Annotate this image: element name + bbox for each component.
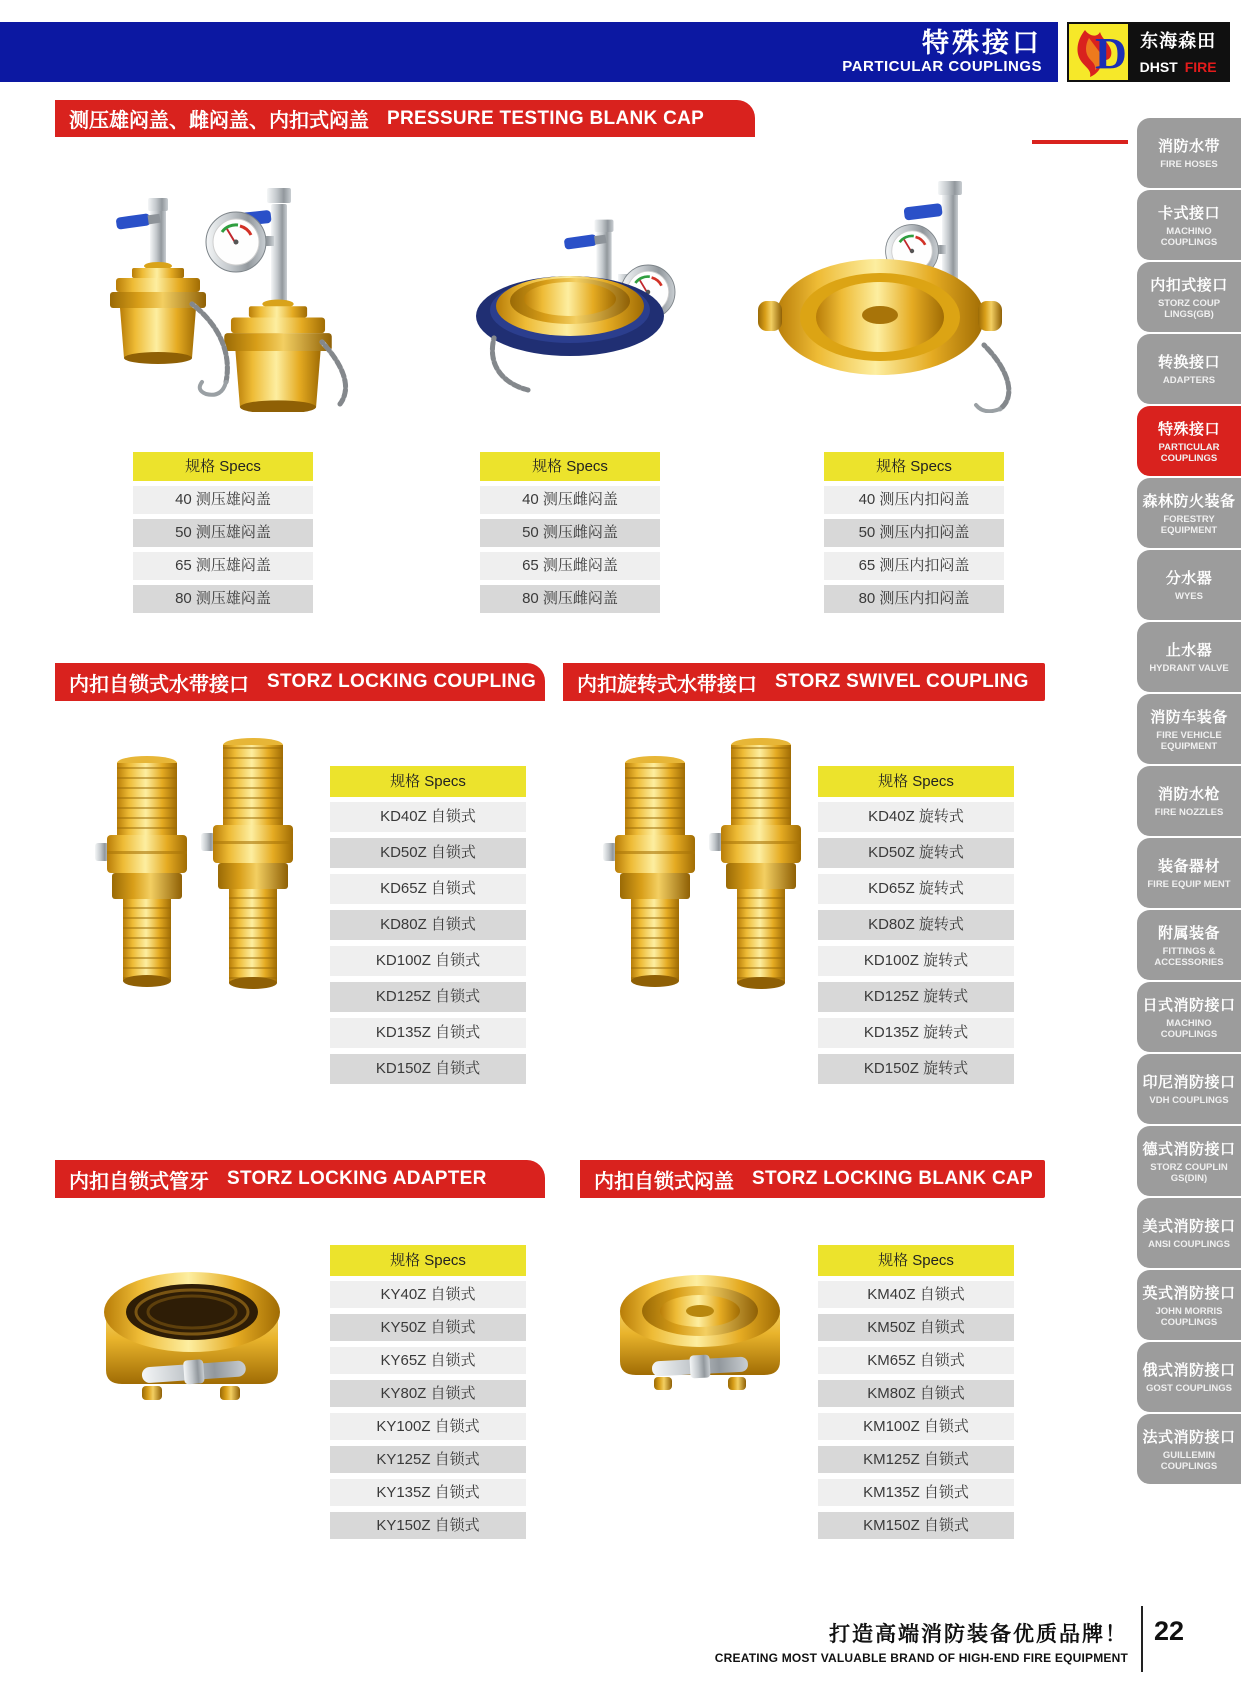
table-row: [818, 1512, 1014, 1539]
table-row-label: KD150Z 自锁式: [375, 1060, 481, 1077]
table-row: [133, 486, 313, 514]
table-row: [330, 1054, 526, 1084]
brand-name-cn: 东海森田: [1140, 31, 1217, 51]
table-row-label: KD80Z 旋转式: [868, 916, 964, 933]
table-row-label: KY100Z 自锁式: [376, 1418, 480, 1435]
sidebar-item-label-en: FIRE HOSES: [1160, 159, 1218, 171]
sidebar-item[interactable]: [1137, 622, 1241, 692]
product-image-pressure-female-cap: [432, 188, 712, 418]
product-image-pressure-male-caps: [60, 146, 380, 417]
spec-table-header: 规格 Specs: [824, 452, 1004, 481]
brand-logo: [1067, 22, 1230, 82]
page-header-banner: [0, 22, 1058, 82]
table-row-label: KY125Z 自锁式: [376, 1451, 480, 1468]
table-row-label: KD135Z 自锁式: [375, 1024, 481, 1041]
spec-table-header: 规格 Specs: [330, 1245, 526, 1276]
sidebar-item-label-cn: 消防水枪: [1157, 786, 1220, 804]
sidebar-item-label-cn: 转换接口: [1157, 354, 1220, 372]
table-row: [480, 519, 660, 547]
sidebar-item-label-en: FORESTRY EQUIPMENT: [1160, 513, 1218, 536]
table-row: [133, 552, 313, 580]
table-row-label: 40 测压雄闷盖: [175, 491, 271, 508]
spec-table-header: 规格 Specs: [818, 766, 1014, 797]
section-title-cn: 内扣自锁式水带接口: [69, 673, 249, 696]
footer-slogan-cn: 打造高端消防装备优质品牌！: [829, 1623, 1128, 1646]
table-row: [330, 874, 526, 904]
table-row-label: KD125Z 旋转式: [863, 988, 969, 1005]
product-image-locking-blank-cap: [608, 1255, 793, 1430]
brand-name-en: [1128, 58, 1228, 76]
sidebar-item[interactable]: [1137, 190, 1241, 260]
section-banner-storz-swivel-coupling: [563, 663, 1045, 701]
table-row-label: KD65Z 自锁式: [380, 880, 476, 897]
table-row-label: 40 测压内扣闷盖: [858, 491, 970, 508]
table-row-label: 50 测压雌闷盖: [522, 524, 618, 541]
sidebar-item[interactable]: [1137, 406, 1241, 476]
table-row-label: KM65Z 自锁式: [867, 1352, 965, 1369]
sidebar-item-label-en: GOST COUPLINGS: [1145, 1383, 1233, 1395]
sidebar-item-label-cn: 特殊接口: [1157, 420, 1220, 438]
table-row: [330, 1314, 526, 1341]
table-row-label: KD40Z 自锁式: [380, 808, 476, 825]
sidebar-item-label-cn: 止水器: [1165, 642, 1213, 660]
spec-table-header: 规格 Specs: [480, 452, 660, 481]
sidebar-item-label-cn: 内扣式接口: [1150, 276, 1228, 294]
table-row-label: 80 测压雌闷盖: [522, 590, 618, 607]
table-row: [330, 802, 526, 832]
sidebar-item-label-cn: 美式消防接口: [1142, 1218, 1236, 1236]
table-row: [818, 1479, 1014, 1506]
table-row: [824, 585, 1004, 613]
table-row-label: KM50Z 自锁式: [867, 1319, 965, 1336]
sidebar-item[interactable]: [1137, 1342, 1241, 1412]
sidebar-nav: [1137, 118, 1241, 1486]
section-title-en: STORZ LOCKING BLANK CAP: [752, 1168, 1033, 1189]
table-row-label: KD65Z 旋转式: [868, 880, 964, 897]
sidebar-item-label-en: MACHINO COUPLINGS: [1160, 225, 1218, 248]
sidebar-item[interactable]: [1137, 262, 1241, 332]
table-row: [818, 1281, 1014, 1308]
section-title-en: STORZ LOCKING COUPLING: [267, 671, 537, 692]
sidebar-item[interactable]: [1137, 118, 1241, 188]
sidebar-item[interactable]: [1137, 334, 1241, 404]
table-row: [818, 1314, 1014, 1341]
product-image-locking-adapter: [92, 1252, 292, 1432]
sidebar-item-label-en: ADAPTERS: [1162, 375, 1216, 387]
page-number: 22: [1154, 1616, 1185, 1646]
spec-table-pressure-storz: [824, 452, 1004, 618]
sidebar-item-label-cn: 德式消防接口: [1142, 1140, 1236, 1158]
table-row-label: 65 测压雄闷盖: [175, 557, 271, 574]
sidebar-item-label-en: PARTICULAR COUPLINGS: [1158, 441, 1220, 464]
header-accent-line: [1032, 140, 1128, 144]
table-row-label: KD135Z 旋转式: [863, 1024, 969, 1041]
table-row-label: 80 测压雄闷盖: [175, 590, 271, 607]
table-row-label: KY135Z 自锁式: [376, 1484, 480, 1501]
table-row-label: KD50Z 旋转式: [868, 844, 964, 861]
sidebar-item[interactable]: [1137, 478, 1241, 548]
sidebar-item-label-cn: 法式消防接口: [1142, 1428, 1236, 1446]
table-row: [818, 1018, 1014, 1048]
sidebar-item-label-en: STORZ COUP LINGS(GB): [1157, 297, 1221, 320]
section-banner-storz-locking-coupling: [55, 663, 545, 701]
sidebar-item[interactable]: [1137, 1270, 1241, 1340]
sidebar-item-label-en: FIRE VEHICLE EQUIPMENT: [1156, 729, 1222, 752]
table-row-label: KD80Z 自锁式: [380, 916, 476, 933]
table-row-label: KD40Z 旋转式: [868, 808, 964, 825]
table-row: [824, 552, 1004, 580]
footer-slogan-en: CREATING MOST VALUABLE BRAND OF HIGH-END FIRE EQUIPMENT: [714, 1651, 1128, 1665]
table-row: [824, 486, 1004, 514]
table-row: [133, 585, 313, 613]
table-row-label: KD150Z 旋转式: [863, 1060, 969, 1077]
page-title-cn: 特殊接口: [922, 27, 1042, 58]
table-row: [818, 982, 1014, 1012]
table-row: [330, 982, 526, 1012]
table-row: [133, 519, 313, 547]
sidebar-item[interactable]: [1137, 1414, 1241, 1484]
table-row: [818, 910, 1014, 940]
spec-table-header: 规格 Specs: [330, 766, 526, 797]
sidebar-item-label-cn: 卡式接口: [1157, 204, 1220, 222]
sidebar-item-label-en: VDH COUPLINGS: [1149, 1095, 1229, 1107]
table-row: [330, 1446, 526, 1473]
table-row-label: 50 测压雄闷盖: [175, 524, 271, 541]
table-row-label: KM125Z 自锁式: [863, 1451, 969, 1468]
section-title-cn: 测压雄闷盖、雌闷盖、内扣式闷盖: [69, 110, 369, 132]
page-title-en: PARTICULAR COUPLINGS: [842, 58, 1042, 76]
table-row-label: KD100Z 自锁式: [375, 952, 481, 969]
table-row: [818, 1446, 1014, 1473]
section-title-cn: 内扣自锁式管牙: [69, 1170, 209, 1193]
table-row-label: KY50Z 自锁式: [380, 1319, 476, 1336]
table-row-label: KY40Z 自锁式: [380, 1286, 476, 1303]
table-row: [480, 552, 660, 580]
sidebar-item-label-cn: 消防水带: [1157, 138, 1220, 156]
table-row: [480, 486, 660, 514]
table-row: [818, 1413, 1014, 1440]
brand-flame-icon: [1069, 24, 1128, 80]
sidebar-item[interactable]: [1137, 550, 1241, 620]
spec-table-header: 规格 Specs: [133, 452, 313, 481]
table-row-label: KD50Z 自锁式: [380, 844, 476, 861]
sidebar-item-label-en: HYDRANT VALVE: [1149, 663, 1229, 675]
section-title-cn: 内扣旋转式水带接口: [577, 673, 757, 696]
sidebar-item[interactable]: [1137, 1126, 1241, 1196]
sidebar-item-label-cn: 装备器材: [1157, 858, 1220, 876]
table-row: [330, 1018, 526, 1048]
sidebar-item[interactable]: [1137, 910, 1241, 980]
sidebar-item[interactable]: [1137, 982, 1241, 1052]
spec-table-pressure-female: [480, 452, 660, 618]
sidebar-item-label-cn: 森林防火装备: [1142, 492, 1236, 510]
table-row: [818, 946, 1014, 976]
section-title-cn: 内扣自锁式闷盖: [594, 1170, 734, 1193]
table-row: [818, 1380, 1014, 1407]
footer-slogan: [715, 1618, 1128, 1665]
sidebar-item-label-en: GUILLEMIN COUPLINGS: [1160, 1449, 1218, 1472]
spec-table-locking-adapter: [330, 1245, 526, 1545]
spec-table-pressure-male: [133, 452, 313, 618]
sidebar-item-label-cn: 印尼消防接口: [1142, 1074, 1236, 1092]
section-banner-pressure-testing: [55, 100, 755, 137]
table-row: [330, 946, 526, 976]
table-row: [818, 1054, 1014, 1084]
table-row-label: KD125Z 自锁式: [375, 988, 481, 1005]
table-row-label: 80 测压内扣闷盖: [858, 590, 970, 607]
sidebar-item-label-cn: 分水器: [1165, 570, 1213, 588]
sidebar-item-label-en: FITTINGS & ACCESSORIES: [1154, 945, 1224, 968]
spec-table-swivel-coupling: [818, 766, 1014, 1090]
sidebar-item[interactable]: [1137, 1198, 1241, 1268]
table-row: [330, 1479, 526, 1506]
table-row-label: KM150Z 自锁式: [863, 1517, 969, 1534]
table-row-label: KY65Z 自锁式: [380, 1352, 476, 1369]
table-row: [330, 838, 526, 868]
brand-monogram: D: [1095, 29, 1127, 78]
table-row: [818, 1347, 1014, 1374]
table-row: [330, 1281, 526, 1308]
sidebar-item-label-cn: 英式消防接口: [1142, 1284, 1236, 1302]
product-image-locking-coupling-pair: [85, 733, 320, 1018]
sidebar-item-label-en: MACHINO COUPLINGS: [1160, 1017, 1218, 1040]
spec-table-locking-blank-cap: [818, 1245, 1014, 1545]
sidebar-item-label-en: ANSI COUPLINGS: [1148, 1239, 1230, 1251]
sidebar-item-label-en: WYES: [1175, 591, 1203, 603]
sidebar-item[interactable]: [1137, 1054, 1241, 1124]
sidebar-item-label-en: FIRE NOZZLES: [1154, 807, 1224, 819]
sidebar-item[interactable]: [1137, 694, 1241, 764]
section-banner-storz-locking-adapter: [55, 1160, 545, 1198]
product-image-pressure-storz-cap: [742, 165, 1042, 418]
table-row-label: 65 测压雌闷盖: [522, 557, 618, 574]
sidebar-item-label-cn: 消防车装备: [1150, 708, 1228, 726]
table-row: [824, 519, 1004, 547]
section-title-en: STORZ LOCKING ADAPTER: [227, 1168, 487, 1189]
sidebar-item-label-cn: 俄式消防接口: [1142, 1362, 1236, 1380]
table-row: [330, 1512, 526, 1539]
brand-text-block: [1128, 24, 1228, 80]
table-row-label: KM40Z 自锁式: [867, 1286, 965, 1303]
sidebar-item-label-cn: 附属装备: [1157, 924, 1220, 942]
brand-name-dhst: DHST: [1139, 59, 1178, 75]
table-row-label: KY150Z 自锁式: [376, 1517, 480, 1534]
table-row-label: 40 测压雌闷盖: [522, 491, 618, 508]
table-row-label: KY80Z 自锁式: [380, 1385, 476, 1402]
footer-divider: [1141, 1606, 1143, 1672]
spec-table-locking-coupling: [330, 766, 526, 1090]
table-row-label: KM135Z 自锁式: [863, 1484, 969, 1501]
sidebar-item-label-en: FIRE EQUIP MENT: [1147, 879, 1231, 891]
table-row-label: KD100Z 旋转式: [863, 952, 969, 969]
table-row: [818, 802, 1014, 832]
section-title-en: STORZ SWIVEL COUPLING: [775, 671, 1029, 692]
table-row: [330, 1347, 526, 1374]
table-row-label: 65 测压内扣闷盖: [858, 557, 970, 574]
section-title-en: PRESSURE TESTING BLANK CAP: [387, 107, 705, 129]
sidebar-item-label-en: STORZ COUPLIN GS(DIN): [1150, 1161, 1228, 1184]
spec-table-header: 规格 Specs: [818, 1245, 1014, 1276]
table-row: [480, 585, 660, 613]
sidebar-item-label-en: JOHN MORRIS COUPLINGS: [1155, 1305, 1223, 1328]
brand-name-fire: FIRE: [1184, 59, 1217, 75]
sidebar-item-label-cn: 日式消防接口: [1142, 996, 1236, 1014]
sidebar-item[interactable]: [1137, 766, 1241, 836]
table-row-label: KM80Z 自锁式: [867, 1385, 965, 1402]
table-row: [330, 1413, 526, 1440]
product-image-swivel-coupling-pair: [593, 733, 828, 1018]
section-banner-storz-locking-blank-cap: [580, 1160, 1045, 1198]
table-row: [818, 838, 1014, 868]
table-row-label: KM100Z 自锁式: [863, 1418, 969, 1435]
table-row: [330, 910, 526, 940]
sidebar-item[interactable]: [1137, 838, 1241, 908]
table-row: [330, 1380, 526, 1407]
table-row: [818, 874, 1014, 904]
table-row-label: 50 测压内扣闷盖: [858, 524, 970, 541]
